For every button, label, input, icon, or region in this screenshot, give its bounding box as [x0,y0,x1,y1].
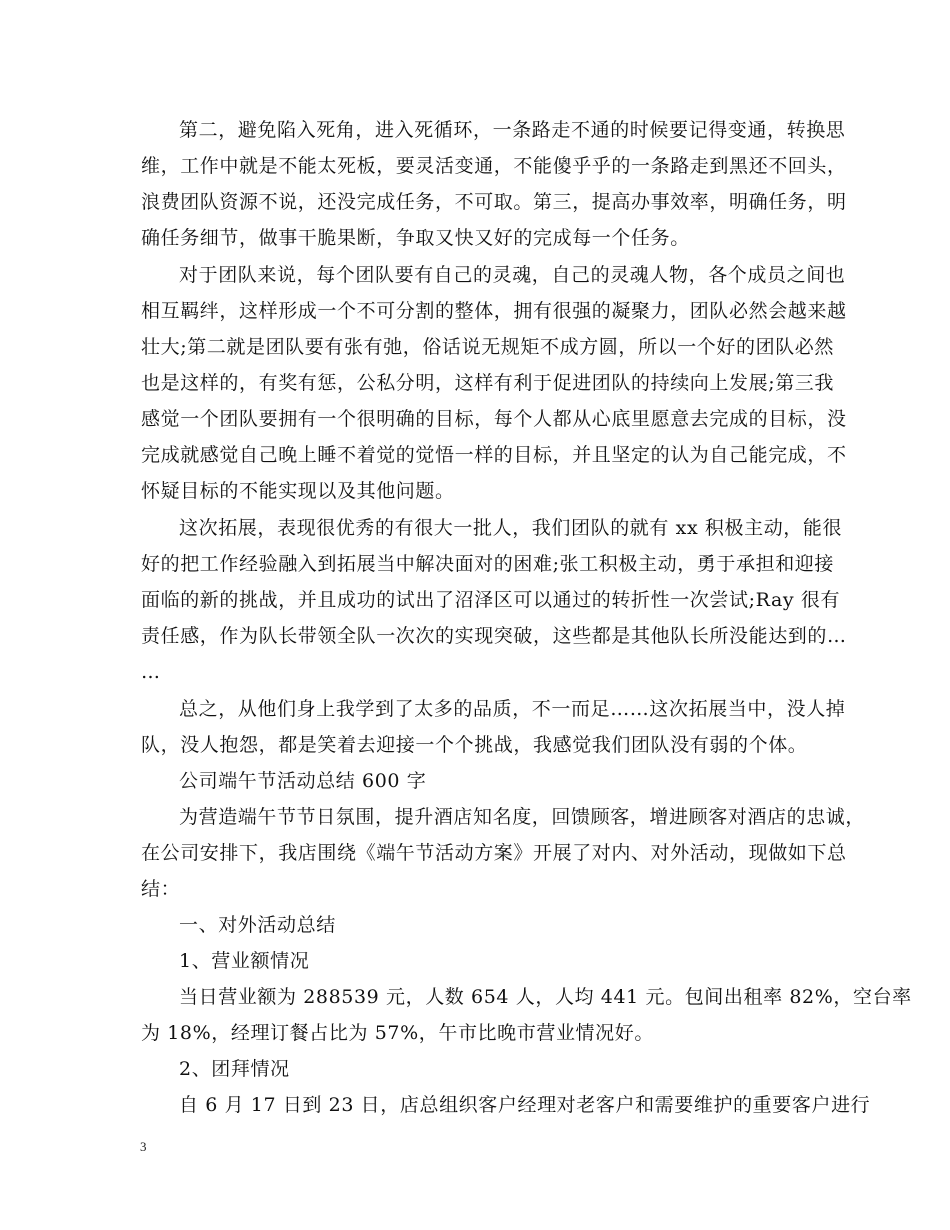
text-line: 怀疑目标的不能实现以及其他问题。 [141,480,455,502]
text-line: 第二，避免陷入死角，进入死循环，一条路走不通的时候要记得变通，转换思 [179,119,846,141]
text-line: 这次拓展，表现很优秀的有很大一批人，我们团队的就有 xx 积极主动，能很 [179,517,843,539]
text-line: 结： [141,878,181,900]
text-line: 相互羁绊，这样形成一个不可分割的整体，拥有很强的凝聚力，团队必然会越来越 [141,300,847,322]
text-line: 面临的新的挑战，并且成功的试出了沼泽区可以通过的转折性一次尝试;Ray 很有 [141,589,841,611]
text-line: 好的把工作经验融入到拓展当中解决面对的困难;张工积极主动，勇于承担和迎接 [141,553,835,575]
text-line: 感觉一个团队要拥有一个很明确的目标，每个人都从心底里愿意去完成的目标，没 [141,408,847,430]
text-line: 维，工作中就是不能太死板，要灵活变通，不能傻乎乎的一条路走到黑还不回头， [141,155,847,177]
text-line: 队，没人抱怨，都是笑着去迎接一个个挑战，我感觉我们团队没有弱的个体。 [141,734,808,756]
text-line: 也是这样的，有奖有惩，公私分明，这样有利于促进团队的持续向上发展;第三我 [141,372,835,394]
subheading: 1、营业额情况 [179,950,310,972]
section-title: 公司端午节活动总结 600 字 [179,770,427,792]
text-line: 自 6 月 17 日到 23 日，店总组织客户经理对老客户和需要维护的重要客户进行 [179,1094,871,1116]
text-line: 确任务细节，做事干脆果断，争取又快又好的完成每一个任务。 [141,227,690,249]
text-line: 责任感，作为队长带领全队一次次的实现突破，这些都是其他队长所没能达到的… [141,625,847,647]
text-line: 完成就感觉自己晚上睡不着觉的觉悟一样的目标，并且坚定的认为自己能完成，不 [141,444,847,466]
page-number: 3 [140,1139,147,1154]
text-line: … [141,661,161,683]
text-line: 壮大;第二就是团队要有张有弛，俗话说无规矩不成方圆，所以一个好的团队必然 [141,336,835,358]
text-line: 当日营业额为 288539 元，人数 654 人，人均 441 元。包间出租率 82%，空台率 [179,986,912,1008]
document-body [141,112,912,1123]
text-line: 在公司安排下，我店围绕《端午节活动方案》开展了对内、对外活动，现做如下总 [141,842,847,864]
text-line: 为营造端午节节日氛围，提升酒店知名度，回馈顾客，增进顾客对酒店的忠诚， [179,806,866,828]
text-line: 对于团队来说，每个团队要有自己的灵魂，自己的灵魂人物，各个成员之间也 [179,264,846,286]
subheading: 2、团拜情况 [179,1058,290,1080]
text-line: 浪费团队资源不说，还没完成任务，不可取。第三，提高办事效率，明确任务，明 [141,191,847,213]
text-line: 总之，从他们身上我学到了太多的品质，不一而足……这次拓展当中，没人掉 [179,698,846,720]
text-line: 为 18%，经理订餐占比为 57%，午市比晚市营业情况好。 [141,1022,654,1044]
subheading: 一、对外活动总结 [179,914,336,936]
